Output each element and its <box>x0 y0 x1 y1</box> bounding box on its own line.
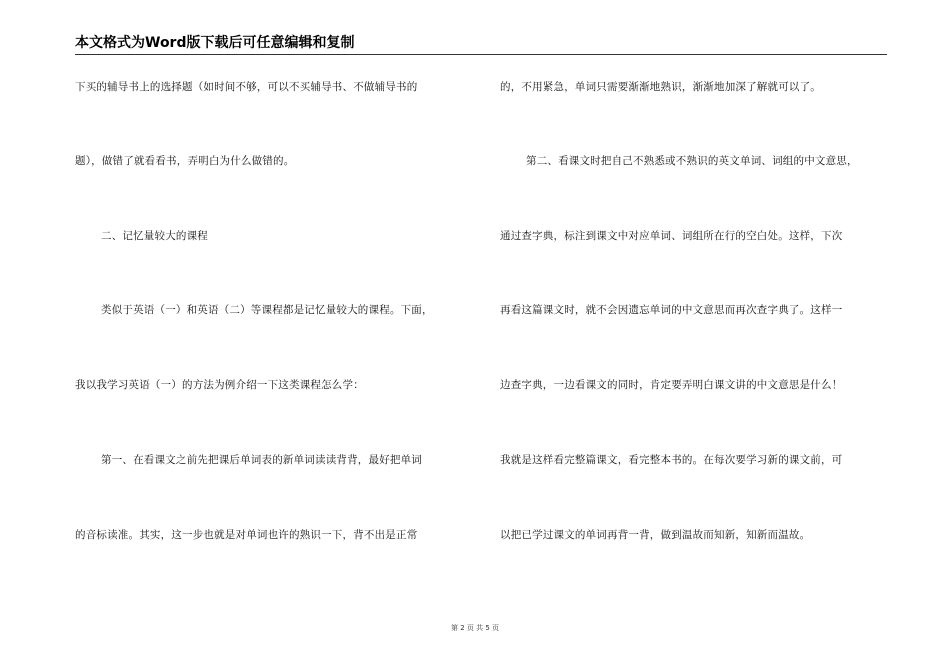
right-line-4: 再看这篇课文时，就不会因遗忘单词的中文意思而再次查字典了。这样一 <box>500 304 843 316</box>
right-line-3: 通过查字典，标注到课文中对应单词、词组所在行的空白处。这样，下次 <box>500 230 843 242</box>
right-line-5: 边查字典，一边看课文的同时，肯定要弄明白课文讲的中文意思是什么！ <box>500 379 843 391</box>
left-line-7: 的音标读准。其实，这一步也就是对单词也许的熟识一下，背不出是正常 <box>75 529 418 541</box>
page-number: 第 2 页 共 5 页 <box>450 624 500 632</box>
right-column <box>500 0 890 600</box>
left-line-6: 第一、在看课文之前先把课后单词表的新单词读读背背，最好把单词 <box>101 454 422 466</box>
left-line-5: 我以我学习英语（一）的方法为例介绍一下这类课程怎么学： <box>75 379 364 391</box>
section-heading: 二、记忆量较大的课程 <box>101 230 208 242</box>
left-column <box>75 0 470 600</box>
right-line-6: 我就是这样看完整篇课文，看完整本书的。在每次要学习新的课文前，可 <box>500 454 843 466</box>
right-line-2: 第二、看课文时把自己不熟悉或不熟识的英文单词、词组的中文意思， <box>526 155 858 167</box>
left-line-4: 类似于英语（一）和英语（二）等课程都是记忆量较大的课程。下面， <box>101 304 433 316</box>
left-line-1: 下买的辅导书上的选择题（如时间不够，可以不买辅导书、不做辅导书的 <box>75 81 418 93</box>
left-line-2: 题），做错了就看看书，弄明白为什么做错的。 <box>75 155 295 167</box>
right-line-7: 以把已学过课文的单词再背一背，做到温故而知新，知新而温故。 <box>500 529 811 541</box>
right-line-1: 的，不用紧急，单词只需要渐渐地熟识，渐渐地加深了解就可以了。 <box>500 81 821 93</box>
header-title: 本文格式为Word版下载后可任意编辑和复制 <box>75 35 355 51</box>
